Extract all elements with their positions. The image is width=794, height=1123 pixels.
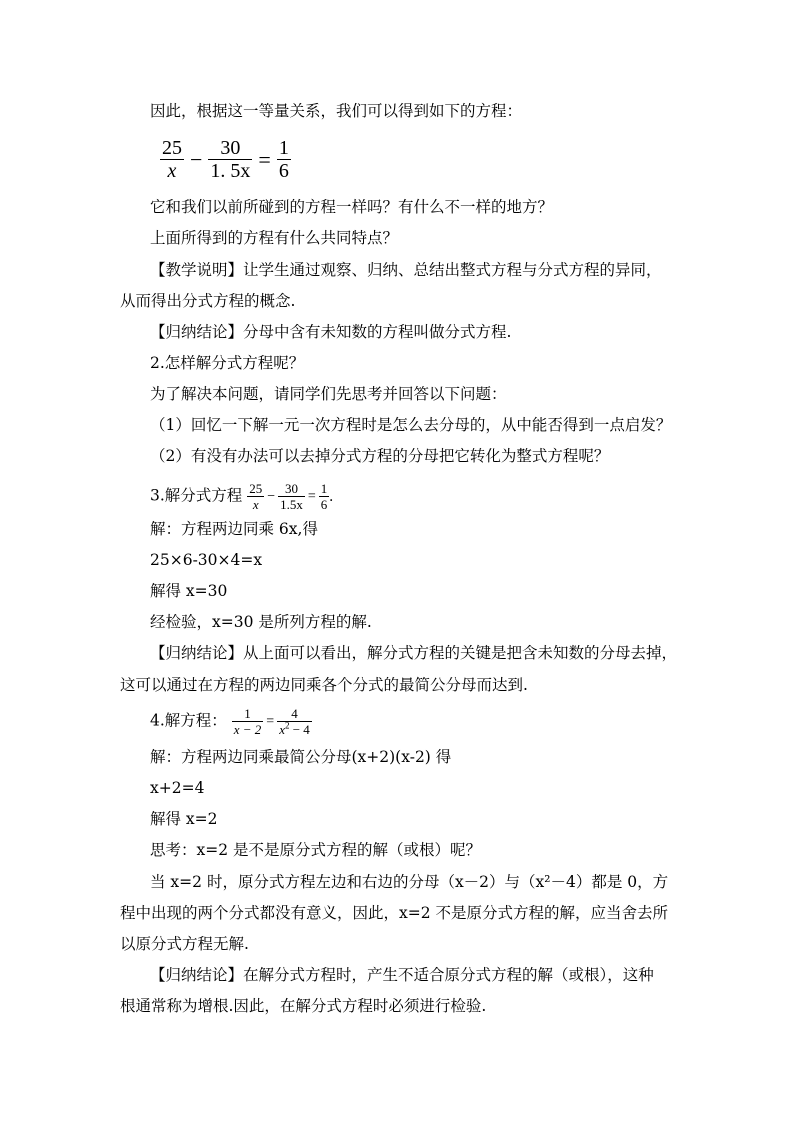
text-line: 从而得出分式方程的概念. [120, 292, 296, 310]
denominator: x − 2 [233, 722, 262, 737]
text-line: 经检验，x=30 是所列方程的解. [150, 613, 372, 631]
text-line: 程中出现的两个分式都没有意义，因此，x=2 不是原分式方程的解，应当舍去所 [120, 904, 669, 922]
text-line: 【归纳结论】分母中含有未知数的方程叫做分式方程. [150, 323, 512, 341]
text-line: 25×6-30×4=x [150, 551, 263, 569]
fraction [232, 706, 264, 737]
text-line: 【教学说明】让学生通过观察、归纳、总结出整式方程与分式方程的异同， [150, 261, 662, 279]
text-line: 解：方程两边同乘最简公分母(x+2)(x-2) 得 [150, 748, 452, 766]
text-line: 以原分式方程无解. [120, 935, 249, 953]
text: 3.解分式方程 [150, 486, 243, 505]
equation-25x-30-15x [160, 137, 291, 182]
numerator: 25 [162, 137, 182, 159]
operator: − [267, 488, 276, 504]
fraction [208, 137, 252, 182]
denominator: 6 [278, 160, 289, 182]
text-line: 解得 x=2 [150, 810, 218, 828]
text-line: 【归纳结论】从上面可以看出，解分式方程的关键是把含未知数的分母去掉， [150, 644, 678, 662]
text-line: （2）有没有办法可以去掉分式方程的分母把它转化为整式方程呢？ [150, 447, 610, 465]
equation-inline [247, 481, 333, 512]
text-line: 这可以通过在方程的两边同乘各个分式的最简公分母而达到. [120, 676, 528, 694]
operator: = [258, 146, 271, 172]
numerator: 1 [278, 137, 289, 159]
period: . [329, 487, 334, 505]
text-line-with-equation [150, 706, 312, 737]
fraction [160, 137, 184, 182]
text-line: （1）回忆一下解一元一次方程时是怎么去分母的，从中能否得到一点启发？ [150, 416, 672, 434]
numerator: 30 [220, 137, 241, 159]
numerator: 1 [244, 706, 251, 721]
denominator: 1.5x [280, 497, 303, 512]
denominator: x [252, 497, 259, 512]
operator: = [307, 488, 316, 504]
text-line: 解得 x=30 [150, 582, 228, 600]
text-line: x+2=4 [150, 779, 205, 797]
denominator: $x^2 - 4$ [279, 720, 310, 737]
denominator: x [167, 160, 177, 182]
text: 4.解方程： [150, 711, 227, 730]
text-line: 【归纳结论】在解分式方程时，产生不适合原分式方程的解（或根），这种 [150, 966, 654, 984]
denominator: 1. 5x [210, 160, 251, 182]
text-line: 为了解决本问题，请同学们先思考并回答以下问题： [150, 385, 507, 403]
text-line-with-equation [150, 481, 333, 512]
text-line: 它和我们以前所碰到的方程一样吗？有什么不一样的地方？ [150, 198, 554, 216]
numerator: 25 [249, 481, 263, 496]
operator: = [266, 713, 275, 729]
fraction [277, 137, 291, 182]
text-line: 当 x=2 时，原分式方程左边和右边的分母（x－2）与（x²－4）都是 0，方 [150, 873, 669, 891]
fraction [247, 481, 264, 512]
operator: − [190, 146, 203, 172]
fraction [277, 706, 312, 737]
numerator: 4 [291, 706, 298, 721]
fraction [278, 481, 305, 512]
equation-inline [232, 706, 312, 737]
text-line: 解：方程两边同乘 6x,得 [150, 520, 318, 538]
text-line: 思考：x=2 是不是原分式方程的解（或根）呢？ [150, 841, 482, 859]
text-line: 2.怎样解分式方程呢？ [150, 354, 305, 372]
numerator: 30 [285, 481, 299, 496]
numerator: 1 [320, 481, 328, 496]
denominator: 6 [320, 497, 328, 512]
text-line: 上面所得到的方程有什么共同特点？ [150, 229, 399, 247]
text-line: 因此，根据这一等量关系，我们可以得到如下的方程： [150, 102, 523, 120]
text-line: 根通常称为增根.因此，在解分式方程时必须进行检验. [120, 997, 487, 1015]
fraction [319, 481, 330, 512]
